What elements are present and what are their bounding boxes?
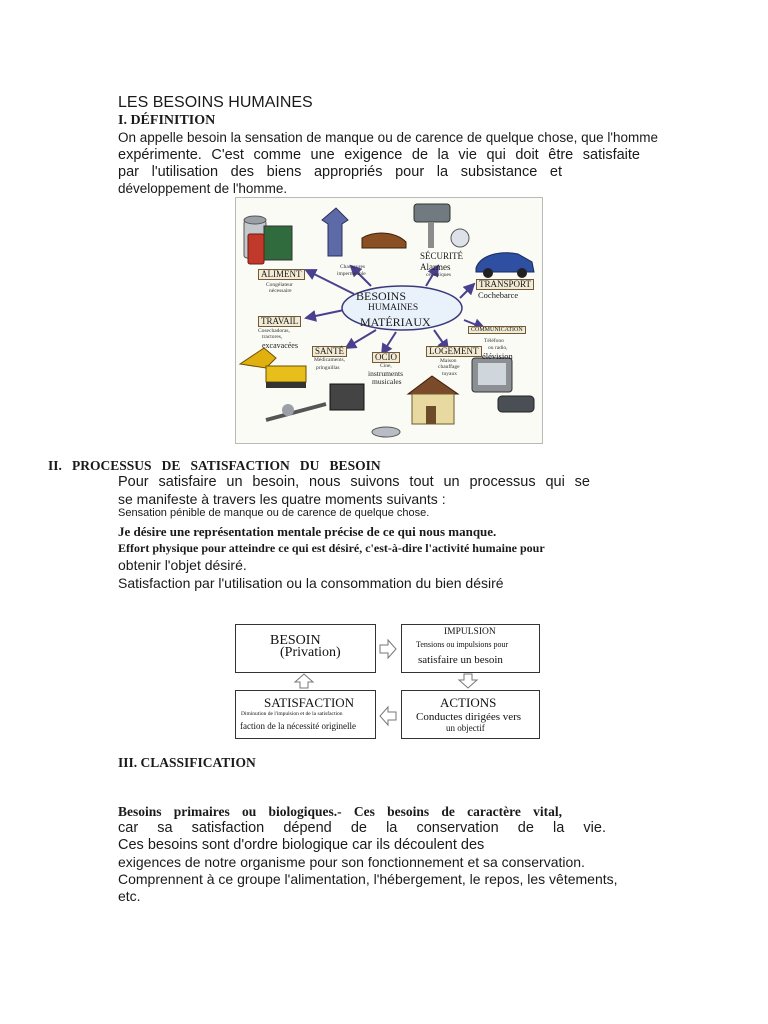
logement-sub-1: Maison [440,358,457,364]
ocio-sub-1: Cine, [380,363,392,369]
section-heading-classification: III. CLASSIFICATION [118,755,256,770]
processus-line-4: Je désire une représentation mentale précise de ce qui nous manque. [118,524,497,539]
aliment-sub-2: nécessaire [269,288,292,294]
travail-sub-3: excavacées [262,341,298,350]
sante-sub-1: Médicaments, [314,357,346,363]
arrow-left-icon [380,707,396,725]
definition-line-2: expérimente. C'est comme une exigence de la vie qui doit être satisfaite [118,147,640,163]
center-label-2: HUMAINES [368,303,419,313]
flow-impulsion-sub-1: Tensions ou impulsions pour [416,640,509,649]
sante-sub-2: pringuillas [316,365,340,371]
section-heading-definition: I. DÉFINITION [118,113,216,128]
classification-line-3: Ces besoins sont d'ordre biologique car ils découlent des [118,837,485,853]
classification-line-5: Comprennent à ce groupe l'alimentation, l'hébergement, le repos, les vêtements, [118,871,618,887]
transport-label: TRANSPORT [476,279,534,290]
processus-line-2: se manifeste à travers les quatre moments suivants : [118,491,446,507]
definition-line-1: On appelle besoin la sensation de manque ou de carence de quelque chose, que l'homme [118,130,658,145]
communication-label: COMMUNICATION [468,326,526,334]
travail-sub-1: Cosechadoras, [258,328,290,334]
definition-line-4: développement de l'homme. [118,181,288,196]
processus-line-1: Pour satisfaire un besoin, nous suivons tout un processus qui se [118,474,590,490]
flow-satisfaction-title: SATISFACTION [264,695,355,710]
securite-sub-3: ceramiques [426,272,452,278]
transport-sub: Cochebarce [478,290,519,300]
logement-sub-3: tuyaux [442,371,457,377]
processus-line-7: Satisfaction par l'utilisation ou la consommation du bien désiré [118,575,504,591]
classification-line-2: car sa satisfaction dépend de la conservation de la vie. [118,820,606,836]
flow-actions-sub-2: un objectif [446,723,485,733]
flow-besoin-sub: (Privation) [280,645,341,660]
besoins-diagram [235,197,543,444]
flow-actions-sub-1: Conductes dirigées vers [416,711,522,723]
flow-actions-title: ACTIONS [440,695,497,710]
processus-line-6: obtenir l'objet désiré. [118,557,247,573]
vetements-illustration [322,208,406,256]
processus-line-5: Effort physique pour atteindre ce qui est désiré, c'est-à-dire l'activité humaine pour [118,541,545,555]
flow-impulsion-sub-2: satisfaire un besoin [418,654,503,666]
arrow-right-icon [380,640,396,658]
vetements-sub-2: imperméable [337,271,366,277]
comm-sub-1: Téléfono [484,338,504,344]
securite-sub-1: Alarmes [420,262,451,272]
arrow-up-icon [295,674,313,688]
arrow-down-icon [459,674,477,688]
flow-impulsion-title: IMPULSION [444,627,496,637]
aliment-illustration [244,216,292,264]
processus-line-3: Sensation pénible de manque ou de carence de quelque chose. [118,507,430,519]
classification-line-6: etc. [118,888,141,904]
aliment-label: ALIMENT [258,269,305,280]
ocio-label: OCIO [372,352,400,363]
comm-sub-3: élévision [482,351,513,361]
securite-label: SÉCURITÉ [420,251,464,261]
center-label-1: BESOINS [356,289,407,303]
ocio-sub-2: instruments [368,369,403,378]
page-title: LES BESOINS HUMAINES [118,94,313,111]
flow-arrows [0,627,768,750]
travail-sub-2: tractores, [262,334,283,340]
classification-line-4: exigences de notre organisme pour son fonctionnement et sa conservation. [118,854,585,870]
flow-besoin-title: BESOIN [270,633,321,648]
flow-satisfaction-sub-2: faction de la nécessité originelle [240,721,356,731]
aliment-sub-1: Congélateur [266,282,293,288]
travail-illustration [240,348,306,388]
transport-illustration [476,253,534,278]
communication-illustration [472,358,534,412]
travail-label: TRAVAIL [258,316,301,327]
definition-line-3: par l'utilisation des biens appropriés pour la subsistance et [118,164,562,180]
flow-satisfaction-sub-1: Diminution de l'impulsion et de la satisfaction [241,711,343,717]
classification-line-1: Besoins primaires ou biologiques.- Ces besoins de caractère vital, [118,804,562,819]
comm-sub-2: ou radio, [488,345,508,351]
center-label-3: MATÉRIAUX [360,315,431,329]
section-heading-processus: II. PROCESSUS DE SATISFACTION DU BESOIN [48,458,381,473]
ocio-sub-3: musicales [372,377,402,386]
sante-illustration [266,384,400,437]
logement-label: LOGEMENT [426,346,482,357]
logement-sub-2: chauffage [438,364,460,370]
sante-label: SANTÉ [312,346,347,357]
logement-illustration [408,376,458,424]
vetements-sub-1: Chaussures [340,264,366,270]
securite-illustration [414,204,469,248]
